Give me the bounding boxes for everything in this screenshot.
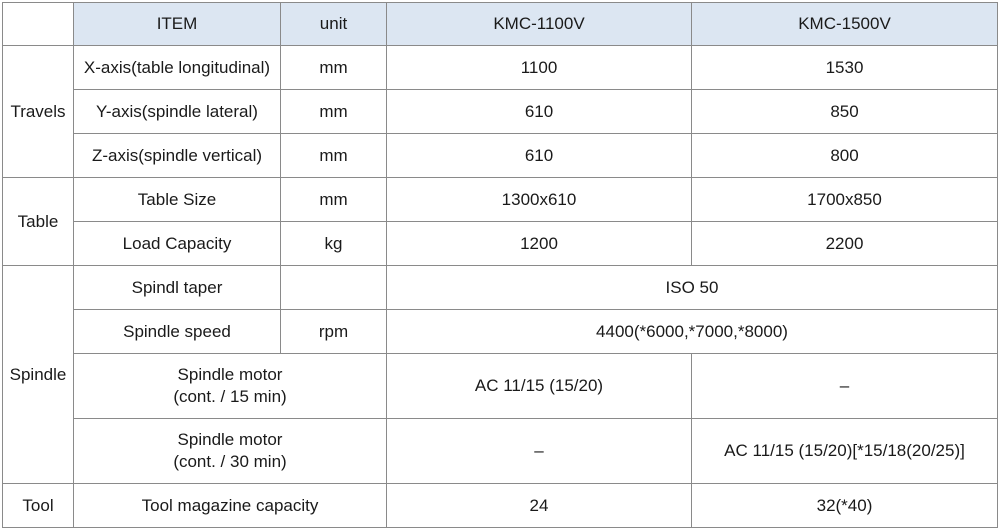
item-cell xyxy=(74,419,387,484)
spec-table xyxy=(2,2,998,528)
table-row xyxy=(3,90,998,134)
table-row xyxy=(3,484,998,528)
unit-cell xyxy=(281,266,387,310)
table-row xyxy=(3,354,998,419)
value-cell-a: AC 11/15 (15/20) xyxy=(387,354,692,419)
header-model-a: KMC-1100V xyxy=(387,3,692,46)
group-label-tool: Tool xyxy=(3,484,74,528)
header-row xyxy=(3,3,998,46)
value-cell-a: 1100 xyxy=(387,46,692,90)
item-cell: Z-axis(spindle vertical) xyxy=(74,134,281,178)
value-cell-shared: 4400(*6000,*7000,*8000) xyxy=(387,310,998,354)
value-cell-a: 1200 xyxy=(387,222,692,266)
item-cell: Table Size xyxy=(74,178,281,222)
table-row xyxy=(3,46,998,90)
table-row xyxy=(3,310,998,354)
unit-cell: mm xyxy=(281,134,387,178)
group-label-travels: Travels xyxy=(3,46,74,178)
item-cell: Spindl taper xyxy=(74,266,281,310)
item-line-1: Spindle motor xyxy=(177,430,283,449)
value-cell-a: 24 xyxy=(387,484,692,528)
table-row xyxy=(3,419,998,484)
header-unit: unit xyxy=(281,3,387,46)
item-line-2: (cont. / 30 min) xyxy=(173,452,287,471)
group-label-spindle: Spindle xyxy=(3,266,74,484)
value-cell-a: 610 xyxy=(387,134,692,178)
item-cell: Tool magazine capacity xyxy=(74,484,387,528)
header-model-b: KMC-1500V xyxy=(692,3,998,46)
item-cell: Y-axis(spindle lateral) xyxy=(74,90,281,134)
item-cell: Spindle speed xyxy=(74,310,281,354)
value-cell-b: 800 xyxy=(692,134,998,178)
header-corner-cell xyxy=(3,3,74,46)
item-line-2: (cont. / 15 min) xyxy=(173,387,287,406)
unit-cell: mm xyxy=(281,178,387,222)
unit-cell: kg xyxy=(281,222,387,266)
unit-cell: mm xyxy=(281,46,387,90)
value-cell-a: 610 xyxy=(387,90,692,134)
table-row xyxy=(3,266,998,310)
value-cell-b: 2200 xyxy=(692,222,998,266)
table-row xyxy=(3,134,998,178)
table-row xyxy=(3,178,998,222)
value-cell-b: – xyxy=(692,354,998,419)
item-cell xyxy=(74,354,387,419)
value-cell-b: 32(*40) xyxy=(692,484,998,528)
value-cell-shared: ISO 50 xyxy=(387,266,998,310)
item-cell: Load Capacity xyxy=(74,222,281,266)
value-cell-b: 1530 xyxy=(692,46,998,90)
item-cell: X-axis(table longitudinal) xyxy=(74,46,281,90)
value-cell-a: 1300x610 xyxy=(387,178,692,222)
unit-cell: rpm xyxy=(281,310,387,354)
item-line-1: Spindle motor xyxy=(177,365,283,384)
unit-cell: mm xyxy=(281,90,387,134)
header-item: ITEM xyxy=(74,3,281,46)
value-cell-b: AC 11/15 (15/20)[*15/18(20/25)] xyxy=(692,419,998,484)
value-cell-b: 1700x850 xyxy=(692,178,998,222)
table-row xyxy=(3,222,998,266)
group-label-table: Table xyxy=(3,178,74,266)
value-cell-a: – xyxy=(387,419,692,484)
value-cell-b: 850 xyxy=(692,90,998,134)
